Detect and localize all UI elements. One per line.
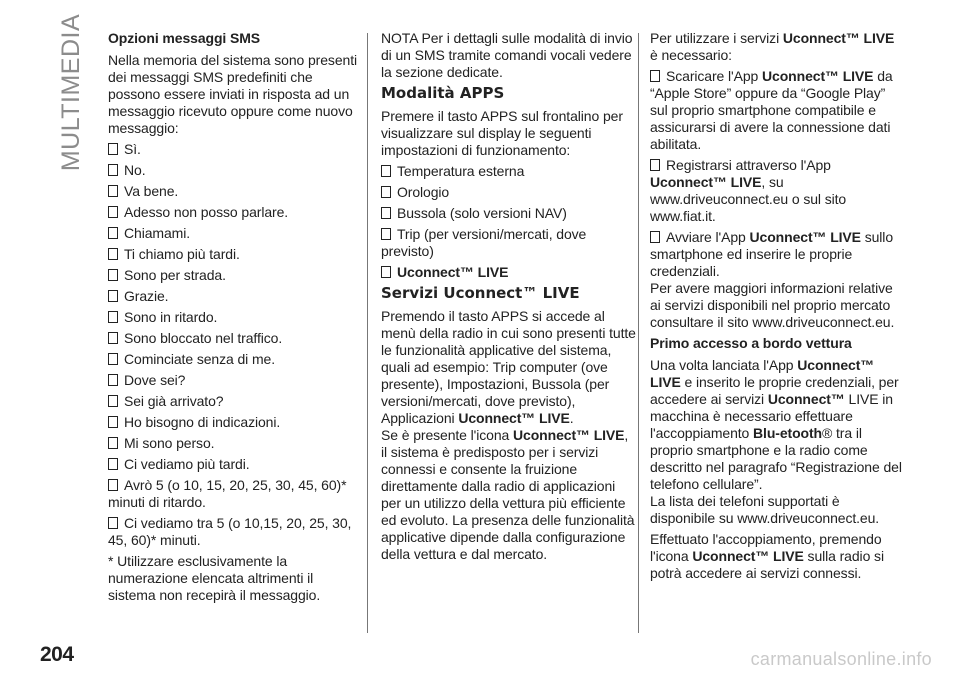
list-item-label: Temperatura esterna [397,163,525,179]
bullet-box-icon [108,479,118,491]
bold-run: Blu-etooth [753,425,823,441]
list-item-label: Adesso non posso parlare. [124,204,289,220]
list-item [108,246,363,263]
list-item-label: No. [124,162,146,178]
bullet-box-icon [108,290,118,302]
list-item-label: Orologio [397,184,450,200]
bold-run: Uconnect™ LIVE [650,174,762,190]
bold-run: Uconnect™ [767,391,845,407]
list-item [381,184,636,201]
list-item [108,414,363,431]
text-run: e inserito le proprie credenziali, per accedere ai servizi [650,374,899,407]
list-item [108,141,363,158]
sms-options-intro: Nella memoria del sistema sono presenti dei messaggi SMS predefiniti che possono essere inviati in risposta ad un messaggio ricevuto oppure come nuovo messaggio: [108,52,357,136]
text-run: Una volta lanciata l'App [650,357,798,373]
list-item [381,205,636,222]
services-paragraph-2 [381,427,636,563]
list-item-label: Chiamami. [124,225,191,241]
list-item [381,163,636,180]
list-item [108,204,363,221]
first-access-heading: Primo accesso a bordo vettura [650,335,852,351]
list-item-label: Ci vediamo tra 5 (o 10,15, 20, 25, 30, 45, 60)* minuti. [108,515,352,548]
bullet-box-icon [108,458,118,470]
bullet-box-icon [381,165,391,177]
bold-run: Uconnect™ LIVE [650,357,875,390]
bullet-box-icon [381,266,391,278]
bullet-box-icon [108,437,118,449]
text-run: Premendo il tasto APPS si accede al menù della radio in cui sono presenti tutte le funzionalità applicative del sistema, quali ad esempio: Trip computer (ove presente), Impostazioni, Bussola (per versioni/mercati, dove previsto), Applicazioni [381,308,636,426]
bold-run: Uconnect™ LIVE [762,68,874,84]
section-side-label-text: MULTIMEDIA [57,13,86,171]
list-item [108,162,363,179]
text-run: ® tra il proprio smartphone e la radio come descritto nel paragrafo “Registrazione del telefono cellulare”. [650,425,902,492]
list-item-label: Dove sei? [124,372,186,388]
bold-run: Uconnect™ LIVE [749,229,861,245]
bullet-box-icon [108,332,118,344]
bullet-box-icon [108,248,118,260]
text-run: Effettuato l'accoppiamento, premendo l'icona [650,531,882,564]
bullet-box-icon [650,231,660,243]
bullet-box-icon [650,70,660,82]
list-item [108,351,363,368]
text-run: Se è presente l'icona [381,427,514,443]
services-heading: Servizi Uconnect™ LIVE [381,284,580,302]
sms-message-list [108,141,363,549]
list-item [108,267,363,284]
text-run: è necessario: [650,47,732,63]
requirement-item [650,157,905,225]
list-item-label: Sei già arrivato? [124,393,224,409]
bullet-box-icon [108,143,118,155]
list-item [108,225,363,242]
column-divider-left [367,33,368,633]
section-side-label [57,13,87,171]
bullet-box-icon [108,185,118,197]
apps-intro: Premere il tasto APPS sul frontalino per visualizzare sul display le seguenti impostazioni di funzionamento: [381,108,623,158]
requirements-paragraph [650,30,905,64]
list-item [108,288,363,305]
column-3 [650,30,905,586]
apps-list-item [381,264,636,281]
column-1 [108,30,363,604]
text-run: Avviare l'App [666,229,750,245]
text-run: Scaricare l'App [666,68,763,84]
bullet-box-icon [381,186,391,198]
list-item-label: Trip (per versioni/mercati, dove previsto) [381,226,587,259]
list-item-label: Sì. [124,141,141,157]
bold-run: Uconnect™ LIVE [458,410,570,426]
bullet-box-icon [108,416,118,428]
list-item [108,393,363,410]
list-item-label: Grazie. [124,288,169,304]
text-run: sullo smartphone ed inserire le proprie credenziali. [650,229,894,279]
list-item-label: Cominciate senza di me. [124,351,275,367]
apps-settings-list [381,163,636,260]
list-item [108,309,363,326]
text-run: , il sistema è predisposto per i servizi connessi e consente la fruizione direttamente dalla radio di applicazioni per un utilizzo della vettura più efficiente ed evoluto. La presenza delle funzionalità applicative dipende dalla configurazione della vettura e dal mercato. [381,427,635,562]
bold-run: Uconnect™ LIVE [692,548,804,564]
requirement-item [650,229,905,280]
text-run: . [569,410,574,426]
list-item-label: Sono bloccato nel traffico. [124,330,283,346]
first-access-paragraph [650,357,905,493]
bullet-box-icon [381,228,391,240]
bullet-box-icon [108,206,118,218]
services-paragraph-1 [381,308,636,427]
bullet-box-icon [108,311,118,323]
pairing-done-paragraph [650,531,905,582]
list-item-label: Bussola (solo versioni NAV) [397,205,567,221]
bullet-box-icon [381,207,391,219]
bullet-box-icon [108,517,118,529]
apps-mode-heading: Modalità APPS [381,84,505,102]
apps-list-item-label: Uconnect™ LIVE [397,264,509,280]
bullet-box-icon [108,353,118,365]
list-item-label: Mi sono perso. [124,435,215,451]
list-item-label: Sono in ritardo. [124,309,218,325]
text-run: sulla radio si potrà accedere ai servizi connessi. [650,548,884,581]
text-run: , su www.driveuconnect.eu o sul sito www.fiat.it. [650,174,847,224]
bold-run: Uconnect™ LIVE [513,427,625,443]
list-item-label: Ho bisogno di indicazioni. [124,414,281,430]
list-item [108,456,363,473]
column-2 [381,30,636,567]
sms-options-heading: Opzioni messaggi SMS [108,30,261,46]
more-info-paragraph: Per avere maggiori informazioni relative ai servizi disponibili nel proprio mercato consultare il sito www.driveuconnect.eu. [650,280,895,330]
list-item [381,226,636,260]
list-item-label: Avrò 5 (o 10, 15, 20, 25, 30, 45, 60)* minuti di ritardo. [108,477,347,510]
bullet-box-icon [108,227,118,239]
list-item [108,477,363,511]
nota-paragraph: NOTA Per i dettagli sulle modalità di invio di un SMS tramite comandi vocali vedere la sezione dedicate. [381,30,633,80]
page-number: 204 [40,643,74,666]
list-item [108,330,363,347]
list-item-label: Va bene. [124,183,179,199]
text-run: Registrarsi attraverso l'App [666,157,831,173]
list-item [108,372,363,389]
bullet-box-icon [650,159,660,171]
bullet-box-icon [108,395,118,407]
bullet-box-icon [108,164,118,176]
bullet-box-icon [108,374,118,386]
requirement-item [650,68,905,153]
site-watermark: carmanualsonline.info [750,649,932,669]
list-item-label: Sono per strada. [124,267,226,283]
list-item-label: Ti chiamo più tardi. [124,246,240,262]
sms-footnote: * Utilizzare esclusivamente la numerazione elencata altrimenti il sistema non recepirà il messaggio. [108,553,321,603]
bold-run: Uconnect™ LIVE [782,30,895,46]
list-item [108,435,363,452]
text-run: da “Apple Store” oppure da “Google Play” sul proprio smartphone compatibile e assicurarsi di avere la connessione dati abilitata. [650,68,893,152]
list-item-label: Ci vediamo più tardi. [124,456,250,472]
column-divider-right [638,33,639,633]
list-item [108,515,363,549]
text-run: Per utilizzare i servizi [650,30,783,46]
bullet-box-icon [108,269,118,281]
supported-phones-paragraph: La lista dei telefoni supportati è disponibile su www.driveuconnect.eu. [650,493,880,526]
text-run: LIVE in macchina è necessario effettuare l'accoppiamento [650,391,893,441]
list-item [108,183,363,200]
